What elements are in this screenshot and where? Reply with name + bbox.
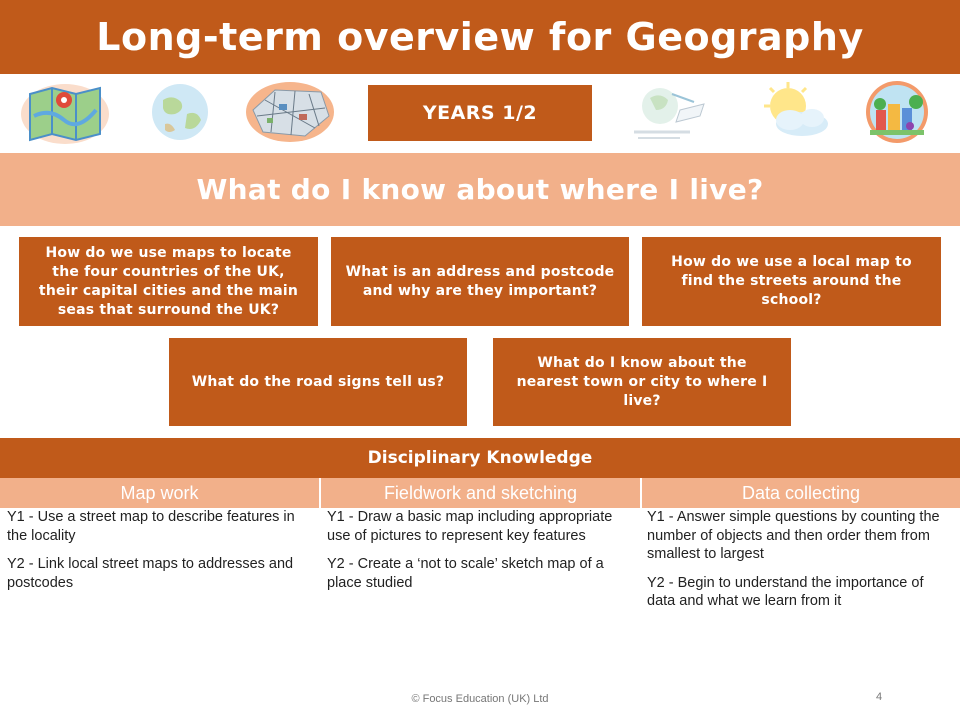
column-header-data-collecting: Data collecting [642, 478, 960, 508]
fieldwork-column [327, 508, 637, 602]
question-box [169, 338, 467, 426]
disciplinary-knowledge-header: Disciplinary Knowledge [0, 438, 960, 478]
map-icon [20, 80, 110, 144]
list-item: Y2 - Begin to understand the importance of data and what we learn from it [647, 574, 924, 609]
question-box [493, 338, 791, 426]
globe-icon [135, 80, 225, 144]
column-header-fieldwork: Fieldwork and sketching [321, 478, 640, 508]
data-collecting-column [647, 508, 955, 621]
map-work-column [7, 508, 313, 602]
question-text: What do the road signs tell us? [191, 373, 445, 390]
page-number: 4 [876, 691, 883, 703]
neighbourhood-icon [852, 80, 942, 144]
footer-copyright: © Focus Education (UK) Ltd [411, 693, 549, 705]
town-map-icon [245, 80, 335, 144]
weather-map-icon [620, 80, 710, 144]
list-item: Y1 - Answer simple questions by counting the number of objects and then order them from smallest to largest [647, 509, 940, 562]
list-item: Y2 - Link local street maps to addresses and postcodes [7, 556, 294, 591]
question-box [331, 237, 629, 326]
list-item: Y1 - Use a street map to describe features in the locality [7, 509, 295, 544]
question-box [642, 237, 941, 326]
page-title: Long-term overview for Geography [0, 0, 960, 74]
question-text: What do I know about the nearest town or city to where I live? [516, 354, 768, 409]
question-text: How do we use maps to locate the four countries of the UK, their capital cities and the main seas that surround the UK? [38, 244, 299, 318]
main-question: What do I know about where I live? [0, 153, 960, 226]
list-item: Y1 - Draw a basic map including appropriate use of pictures to represent key features [327, 509, 613, 544]
column-header-map-work: Map work [0, 478, 319, 508]
question-box [19, 237, 318, 326]
years-badge: YEARS 1/2 [368, 85, 592, 141]
list-item: Y2 - Create a ‘not to scale’ sketch map of a place studied [327, 556, 604, 591]
question-text: What is an address and postcode and why are they important? [345, 263, 615, 299]
sun-cloud-icon [748, 80, 838, 144]
question-text: How do we use a local map to find the streets around the school? [671, 254, 912, 308]
